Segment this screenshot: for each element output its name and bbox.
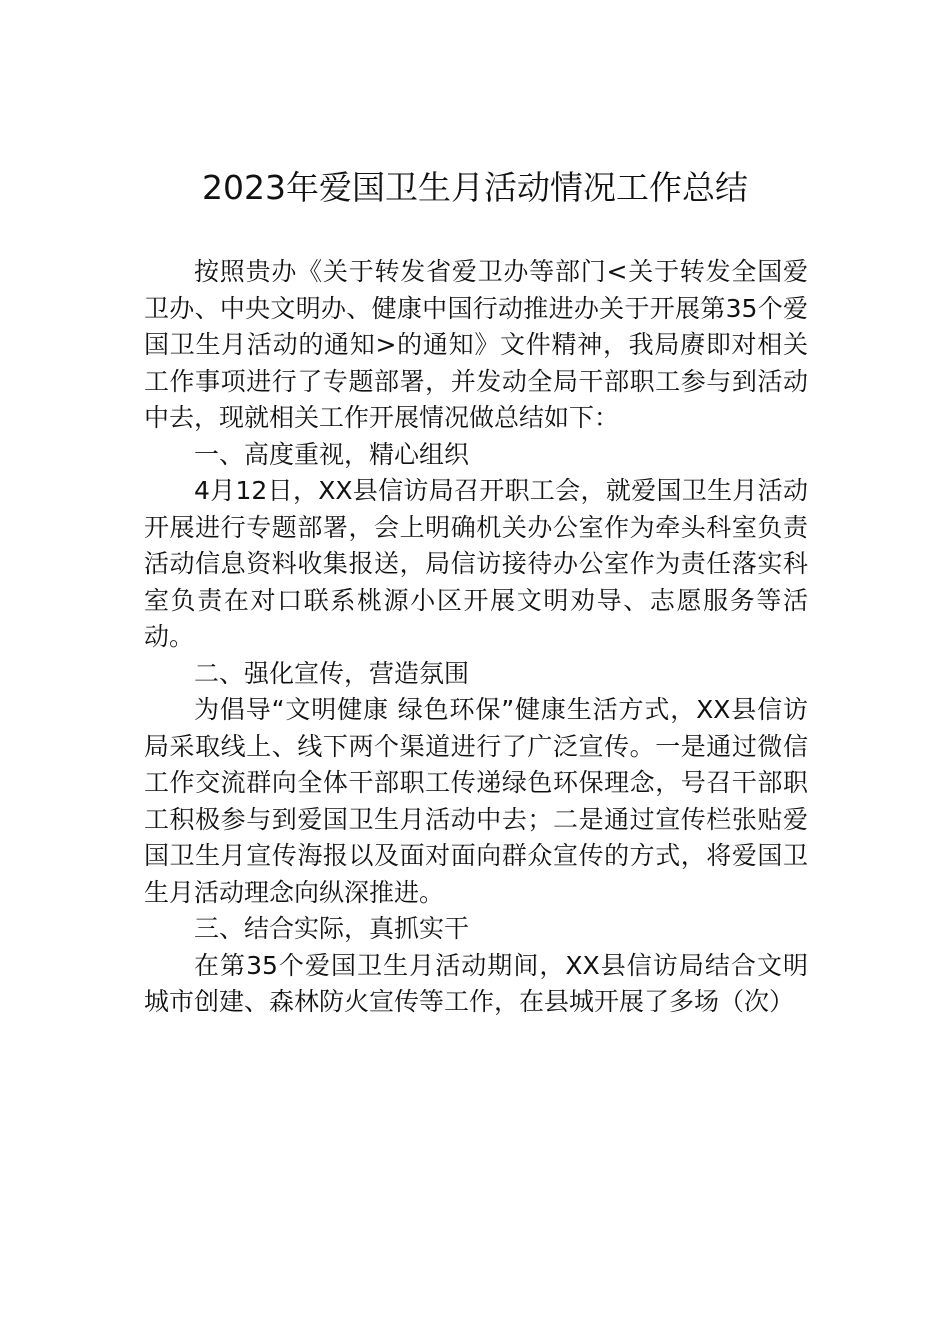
- document-body: [144, 254, 808, 1021]
- section-paragraph-3: 在第35个爱国卫生月活动期间，XX县信访局结合文明城市创建、森林防火宣传等工作，在县城开展了多场（次）: [144, 950, 808, 1016]
- section-paragraph-2: 为倡导“文明健康 绿色环保”健康生活方式，XX县信访局采取线上、线下两个渠道进行了广泛宣传。一是通过微信工作交流群向全体干部职工传递绿色环保理念，号召干部职工积极参与到爱国卫生月活动中去；二是通过宣传栏张贴爱国卫生月宣传海报以及面对面向群众宣传的方式，将爱国卫生月活动理念向纵深推进。: [144, 695, 808, 907]
- section-heading-1: 一、高度重视，精心组织: [194, 439, 470, 469]
- section-paragraph-1: 4月12日，XX县信访局召开职工会，就爱国卫生月活动开展进行专题部署，会上明确机关办公室作为牵头科室负责活动信息资料收集报送，局信访接待办公室作为责任落实科室负责在对口联系桃源小区开展文明劝导、志愿服务等活动。: [144, 476, 808, 651]
- intro-paragraph: 按照贵办《关于转发省爱卫办等部门<关于转发全国爱卫办、中央文明办、健康中国行动推进办关于开展第35个爱国卫生月活动的通知>的通知》文件精神，我局赓即对相关工作事项进行了专题部署，并发动全局干部职工参与到活动中去，现就相关工作开展情况做总结如下：: [144, 257, 808, 432]
- section-heading-2: 二、强化宣传，营造氛围: [194, 658, 470, 688]
- document-title: 2023年爱国卫生月活动情况工作总结: [202, 168, 748, 207]
- section-heading-3: 三、结合实际，真抓实干: [194, 914, 470, 943]
